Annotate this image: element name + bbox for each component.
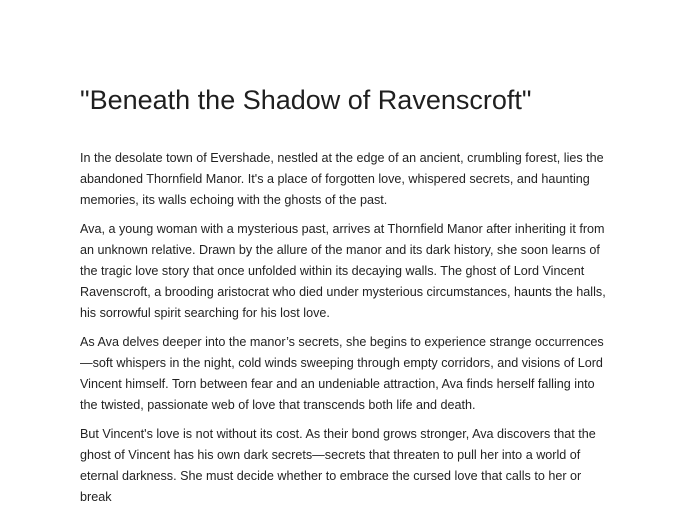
document-body [80,148,608,516]
paragraph: Ava, a young woman with a mysterious past, arrives at Thornfield Manor after inheriting it from an unknown relative. Drawn by the allure of the manor and its dark history, she soon learns of the tragic love story that once unfolded within its decaying walls. The ghost of Lord Vincent Ravenscroft, a brooding aristocrat who died under mysterious circumstances, haunts the halls, his sorrowful spirit searching for his lost love. [80,222,606,320]
paragraph: In the desolate town of Evershade, nestled at the edge of an ancient, crumbling forest, lies the abandoned Thornfield Manor. It's a place of forgotten love, whispered secrets, and haunting memories, its walls echoing with the ghosts of the past. [80,151,604,207]
document-title: "Beneath the Shadow of Ravenscroft" [80,85,532,115]
paragraph: As Ava delves deeper into the manor’s secrets, she begins to experience strange occurrences—soft whispers in the night, cold winds sweeping through empty corridors, and visions of Lord Vincent himself. Torn between fear and an undeniable attraction, Ava finds herself falling into the twisted, passionate web of love that transcends both life and death. [80,335,604,412]
paragraph: But Vincent's love is not without its cost. As their bond grows stronger, Ava discovers that the ghost of Vincent has his own dark secrets—secrets that threaten to pull her into a world of eternal darkness. She must decide whether to embrace the cursed love that calls to her or break [80,427,596,504]
